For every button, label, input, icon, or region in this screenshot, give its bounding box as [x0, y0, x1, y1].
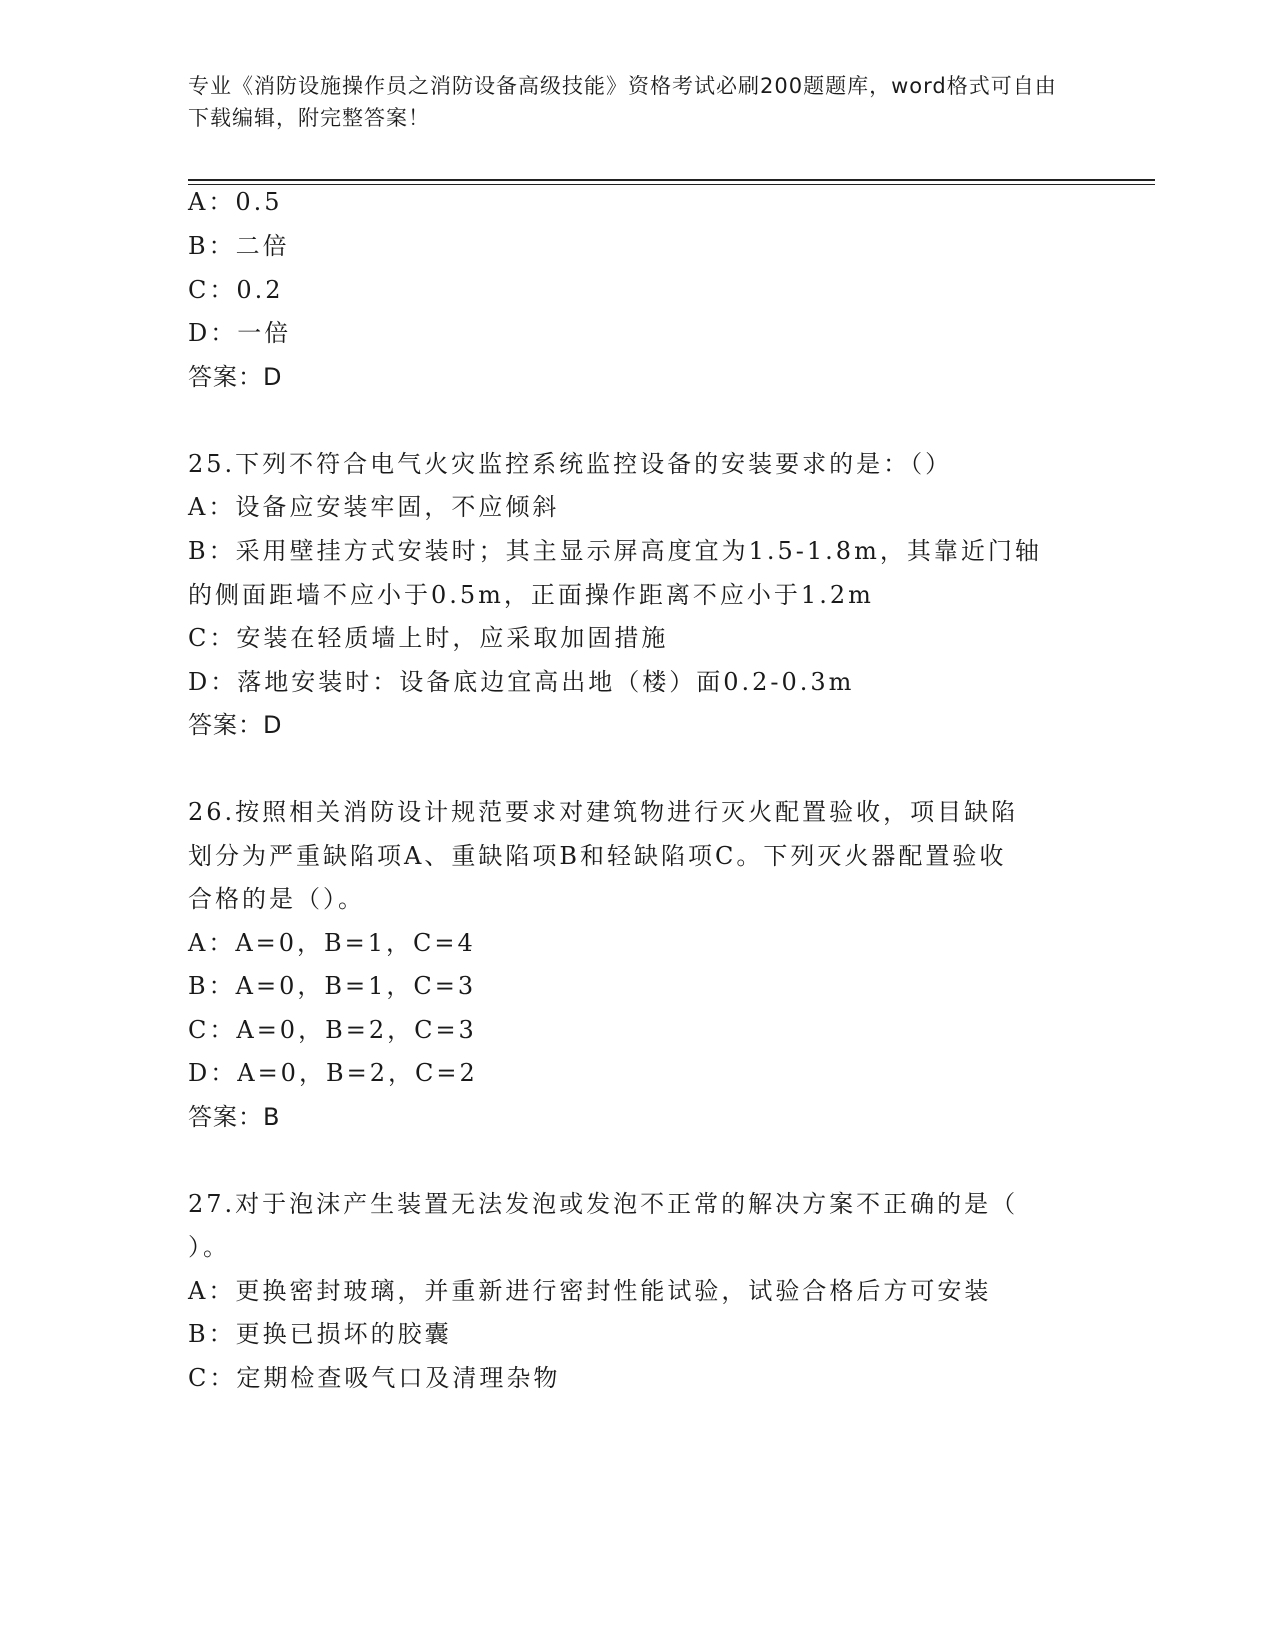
q25-answer: 答案：D — [188, 711, 283, 739]
q27-stem-line2: ）。 — [188, 1233, 230, 1261]
q26-option-c: C：A=0，B=2，C=3 — [188, 1016, 477, 1044]
q27-option-c: C：定期检查吸气口及清理杂物 — [188, 1364, 561, 1392]
q24-option-b: B：二倍 — [188, 232, 290, 260]
header-divider-thin — [188, 184, 1155, 185]
q24-option-a: A：0.5 — [188, 188, 283, 216]
q27-stem-line1: 27.对于泡沫产生装置无法发泡或发泡不正常的解决方案不正确的是（ — [188, 1190, 1019, 1218]
q24-answer: 答案：D — [188, 363, 283, 391]
q25-option-b-line2: 的侧面距墙不应小于0.5m，正面操作距离不应小于1.2m — [188, 581, 874, 609]
q26-option-a: A：A=0，B=1，C=4 — [188, 929, 476, 957]
document-header: 专业《消防设施操作员之消防设备高级技能》资格考试必刷200题题库，word格式可自由下载编辑，附完整答案！ — [188, 74, 1057, 130]
header-divider-thick — [188, 179, 1155, 181]
q27-option-a: A：更换密封玻璃，并重新进行密封性能试验，试验合格后方可安装 — [188, 1277, 992, 1305]
q25-option-c: C：安装在轻质墙上时，应采取加固措施 — [188, 624, 669, 652]
q26-answer: 答案：B — [188, 1103, 281, 1131]
q26-option-b: B：A=0，B=1，C=3 — [188, 972, 477, 1000]
q25-option-d: D：落地安装时：设备底边宜高出地（楼）面0.2-0.3m — [188, 668, 855, 696]
q26-stem-line3: 合格的是（）。 — [188, 885, 365, 913]
q24-option-c: C：0.2 — [188, 276, 284, 304]
q26-stem-line2: 划分为严重缺陷项A、重缺陷项B和轻缺陷项C。下列灭火器配置验收 — [188, 842, 1007, 870]
q25-option-a: A：设备应安装牢固，不应倾斜 — [188, 493, 560, 521]
q24-option-d: D：一倍 — [188, 319, 292, 347]
q26-stem-line1: 26.按照相关消防设计规范要求对建筑物进行灭火配置验收，项目缺陷 — [188, 798, 1019, 826]
q26-option-d: D：A=0，B=2，C=2 — [188, 1059, 478, 1087]
q27-option-b: B：更换已损坏的胶囊 — [188, 1320, 452, 1348]
q25-stem: 25.下列不符合电气火灾监控系统监控设备的安装要求的是：（） — [188, 450, 953, 478]
q25-option-b-line1: B：采用壁挂方式安装时；其主显示屏高度宜为1.5-1.8m，其靠近门轴 — [188, 537, 1042, 565]
